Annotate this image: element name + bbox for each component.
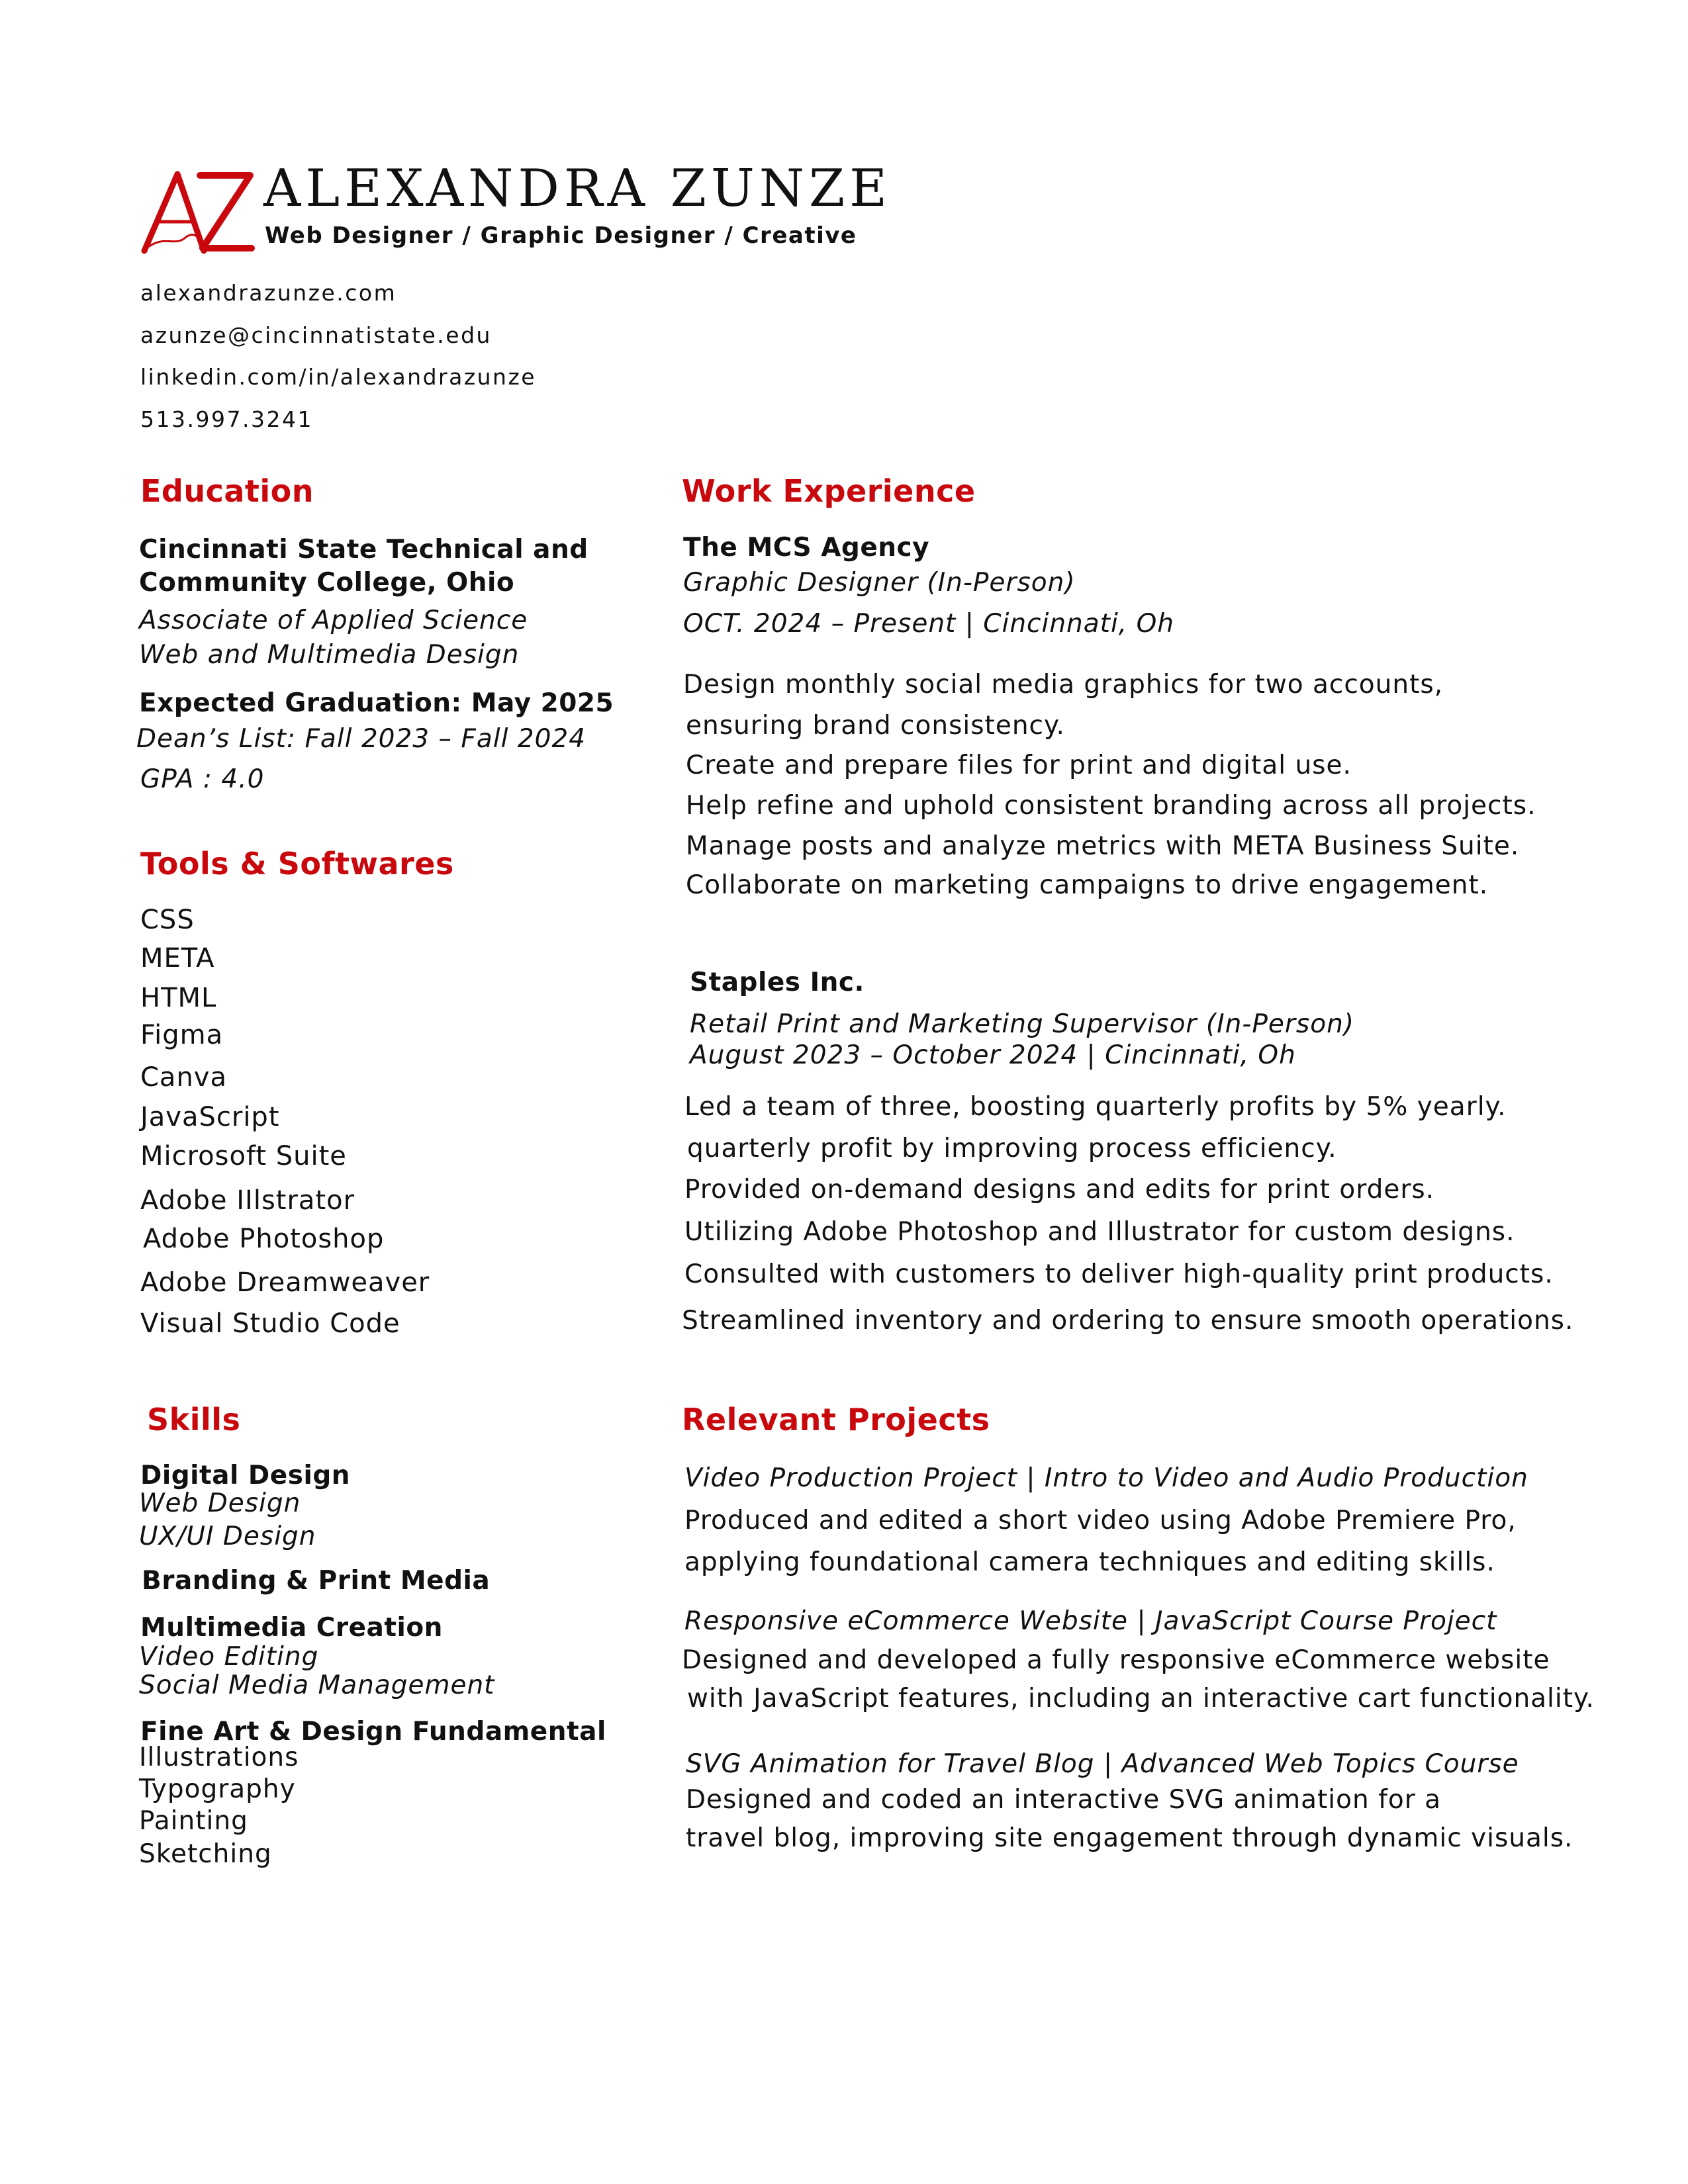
school-name-line1: Cincinnati State Technical and [139, 535, 588, 565]
project-description: travel blog, improving site engagement through dynamic visuals. [686, 1823, 1573, 1853]
skill-item: Sketching [139, 1839, 272, 1869]
tool-item: Canva [140, 1062, 227, 1093]
tools-heading: Tools & Softwares [140, 846, 454, 882]
skill-group-title: Branding & Print Media [142, 1566, 491, 1596]
tool-item: Visual Studio Code [140, 1308, 400, 1339]
skill-item: Typography [139, 1774, 296, 1804]
tool-item: HTML [140, 983, 217, 1013]
job-bullet: Create and prepare files for print and digital use. [686, 751, 1352, 780]
skill-group-title: Multimedia Creation [140, 1613, 443, 1643]
phone-number: 513.997.3241 [140, 406, 313, 432]
project-description: Produced and edited a short video using Adobe Premiere Pro, [684, 1506, 1517, 1535]
tool-item: Figma [140, 1020, 224, 1050]
project-description: Designed and coded an interactive SVG animation for a [686, 1785, 1442, 1815]
degree-line1: Associate of Applied Science [139, 606, 528, 635]
linkedin-link[interactable]: linkedin.com/in/alexandrazunze [140, 364, 537, 390]
job-bullet: Led a team of three, boosting quarterly profits by 5% yearly. [684, 1092, 1507, 1122]
job-bullet: Design monthly social media graphics for two accounts, [683, 670, 1444, 700]
graduation-label [139, 688, 614, 718]
skill-item: Web Design [139, 1488, 301, 1518]
education-heading: Education [140, 473, 314, 509]
job-bullet: Provided on-demand designs and edits for print orders. [684, 1175, 1435, 1205]
skill-item: Illustrations [139, 1743, 299, 1772]
tagline: Web Designer / Graphic Designer / Creative [265, 222, 857, 249]
project-description: Designed and developed a fully responsive eCommerce website [682, 1645, 1550, 1675]
degree-line2: Web and Multimedia Design [139, 640, 520, 670]
tool-item: Adobe Photoshop [143, 1224, 385, 1254]
tool-item: Adobe Dreamweaver [140, 1267, 430, 1298]
tool-item: CSS [140, 905, 195, 935]
skill-item: UX/UI Design [139, 1522, 316, 1551]
gpa: GPA : 4.0 [140, 764, 265, 794]
tool-item: JavaScript [140, 1102, 280, 1132]
skill-group-title: Digital Design [140, 1461, 351, 1490]
graduation-date: May 2025 [471, 688, 614, 718]
tool-item: META [140, 943, 215, 974]
tool-item: Microsoft Suite [140, 1141, 347, 1171]
skill-item: Social Media Management [139, 1670, 495, 1700]
project-description: applying foundational camera techniques and editing skills. [684, 1547, 1495, 1577]
job-dates: August 2023 – October 2024 | Cincinnati, Oh [690, 1040, 1296, 1070]
graduation-label-text: Expected Graduation: [139, 688, 462, 718]
job-company: Staples Inc. [690, 968, 865, 997]
project-title: Responsive eCommerce Website | JavaScript Course Project [684, 1606, 1497, 1636]
skills-heading: Skills [147, 1402, 241, 1437]
project-title: Video Production Project | Intro to Video and Audio Production [684, 1463, 1528, 1493]
job-bullet: Help refine and uphold consistent branding across all projects. [686, 791, 1536, 821]
job-bullet: Manage posts and analyze metrics with META Business Suite. [686, 831, 1520, 861]
job-bullet: Collaborate on marketing campaigns to drive engagement. [686, 870, 1489, 900]
job-company: The MCS Agency [683, 533, 930, 563]
job-bullet: quarterly profit by improving process efficiency. [687, 1134, 1337, 1163]
job-role: Graphic Designer (In-Person) [683, 568, 1076, 598]
job-bullet: Utilizing Adobe Photoshop and Illustrator for custom designs. [684, 1217, 1515, 1247]
projects-heading: Relevant Projects [682, 1402, 990, 1437]
website-link[interactable]: alexandrazunze.com [140, 280, 397, 306]
skill-group-title: Fine Art & Design Fundamental [140, 1717, 606, 1747]
skill-item: Painting [139, 1806, 248, 1836]
az-logo [139, 169, 255, 255]
job-dates: OCT. 2024 – Present | Cincinnati, Oh [683, 609, 1174, 639]
job-bullet: Streamlined inventory and ordering to ensure smooth operations. [682, 1306, 1574, 1336]
project-description: with JavaScript features, including an interactive cart functionality. [687, 1684, 1595, 1713]
school-name-line2: Community College, Ohio [139, 568, 515, 598]
work-experience-heading: Work Experience [682, 473, 976, 509]
job-role: Retail Print and Marketing Supervisor (In-Person) [690, 1009, 1355, 1039]
skill-item: Video Editing [139, 1642, 319, 1672]
email-link[interactable]: azunze@cincinnatistate.edu [140, 322, 492, 348]
job-bullet: Consulted with customers to deliver high-quality print products. [684, 1259, 1554, 1289]
candidate-name: ALEXANDRA ZUNZE [263, 159, 892, 218]
job-bullet: ensuring brand consistency. [686, 711, 1065, 741]
deans-list: Dean’s List: Fall 2023 – Fall 2024 [136, 724, 586, 754]
project-title: SVG Animation for Travel Blog | Advanced Web Topics Course [686, 1749, 1519, 1779]
tool-item: Adobe IIlstrator [140, 1185, 355, 1216]
